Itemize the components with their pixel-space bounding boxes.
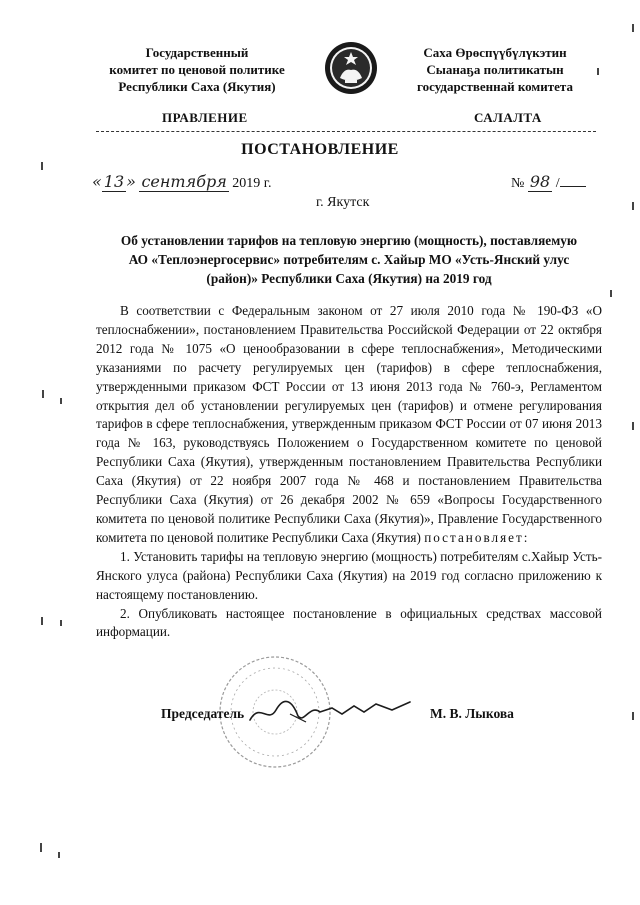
number-suffix: / xyxy=(555,176,560,191)
scan-speck xyxy=(40,843,42,852)
header-right-line: государственнай комитета xyxy=(417,79,573,94)
document-city: г. Якутск xyxy=(316,195,370,210)
document-body xyxy=(96,302,602,642)
document-date xyxy=(92,172,271,192)
subject-line: Об установлении тарифов на тепловую энергию (мощность), поставляемую xyxy=(120,233,578,248)
scan-speck xyxy=(632,202,634,210)
scan-speck xyxy=(60,620,62,626)
header-right-line: Саха Өрөспүүбүлүкэтин xyxy=(423,45,567,60)
subject-line: АО «Теплоэнергосервис» потребителям с. Хайыр МО «Усть-Янский улус xyxy=(128,252,570,267)
scan-speck xyxy=(60,398,62,404)
date-month: сентября xyxy=(141,172,227,191)
date-year: 2019 г. xyxy=(232,176,272,191)
document-number xyxy=(511,172,586,192)
scan-speck xyxy=(42,390,44,398)
resolution-item-1: 1. Установить тарифы на тепловую энергию (мощность) потребителям с.Хайыр Усть-Янского улуса (района) Республики Саха (Якутия) на 2019 год согласно приложению к настоящему постановлению. xyxy=(96,548,602,602)
header-left-line: комитет по ценовой политике xyxy=(109,62,285,77)
number-prefix: № xyxy=(511,176,525,191)
subject-line: (район)» Республики Саха (Якутия) на 2019 год xyxy=(206,271,492,286)
header-divider xyxy=(96,131,596,132)
header-right-sah xyxy=(380,44,610,95)
number-blank xyxy=(560,174,586,187)
signatory-name: М. В. Лыкова xyxy=(430,706,514,721)
board-label-ru: ПРАВЛЕНИЕ xyxy=(162,110,248,125)
signatory-position: Председатель xyxy=(161,706,245,721)
scan-speck xyxy=(632,422,634,430)
date-day: 13 xyxy=(103,172,125,191)
preamble-paragraph xyxy=(96,302,602,548)
document-title: ПОСТАНОВЛЕНИЕ xyxy=(241,141,399,158)
scan-speck xyxy=(632,24,634,32)
header-right-line: Сыанаҕа политикатын xyxy=(426,62,564,77)
scan-speck xyxy=(58,852,60,858)
header-left-line: Государственный xyxy=(145,45,249,60)
board-label-sah: САЛАЛТА xyxy=(474,110,542,125)
number-value: 98 xyxy=(529,172,551,191)
header-left-ru xyxy=(82,44,312,95)
header-left-line: Республики Саха (Якутия) xyxy=(118,79,276,94)
handwritten-signature-icon xyxy=(246,694,416,730)
date-open-quote: « xyxy=(92,172,102,191)
scan-speck xyxy=(610,290,612,297)
date-close-quote: » xyxy=(126,172,136,191)
resolution-item-2: 2. Опубликовать настоящее постановление в официальных средствах массовой информации. xyxy=(96,605,602,640)
scan-speck xyxy=(597,68,599,75)
scan-speck xyxy=(632,712,634,720)
decree-word: постановляет: xyxy=(424,529,530,545)
scan-speck xyxy=(41,162,43,170)
document-subject xyxy=(96,231,602,288)
preamble-text: В соответствии с Федеральным законом от 27 июля 2010 года № 190-ФЗ «О теплоснабжении», постановлением Правительства Российской Федерации от 22 октября 2012 года № 1075 «О ценообразовании в сфере теплоснабжения», Методическими указаниями по расчету регулируемых цен (тарифов) в сфере теплоснабжения, утвержденными приказом ФСТ России от 13 июня 2013 года № 760-э, Регламентом открытия дел об установлении регулируемых цен (тарифов) и отмене регулирования тарифов в сфере теплоснабжения, утвержденным приказом ФСТ России от 07 июня 2013 года № 163, руководствуясь Положением о Государственном комитете по ценовой Республики Саха (Якутия), утвержденным постановлением Правительства Республики Саха (Якутия) от 22 ноября 2007 года № 468 и постановлением Правительства Республики Саха (Якутия) от 26 декабря 2002 № 659 «Вопросы Государственного комитета по ценовой политике Республики Саха (Якутия)», Правление Государственного комитета по ценовой политике Республики Саха (Якутия) xyxy=(96,303,602,545)
republic-emblem-icon xyxy=(323,40,379,96)
scan-speck xyxy=(41,617,43,625)
